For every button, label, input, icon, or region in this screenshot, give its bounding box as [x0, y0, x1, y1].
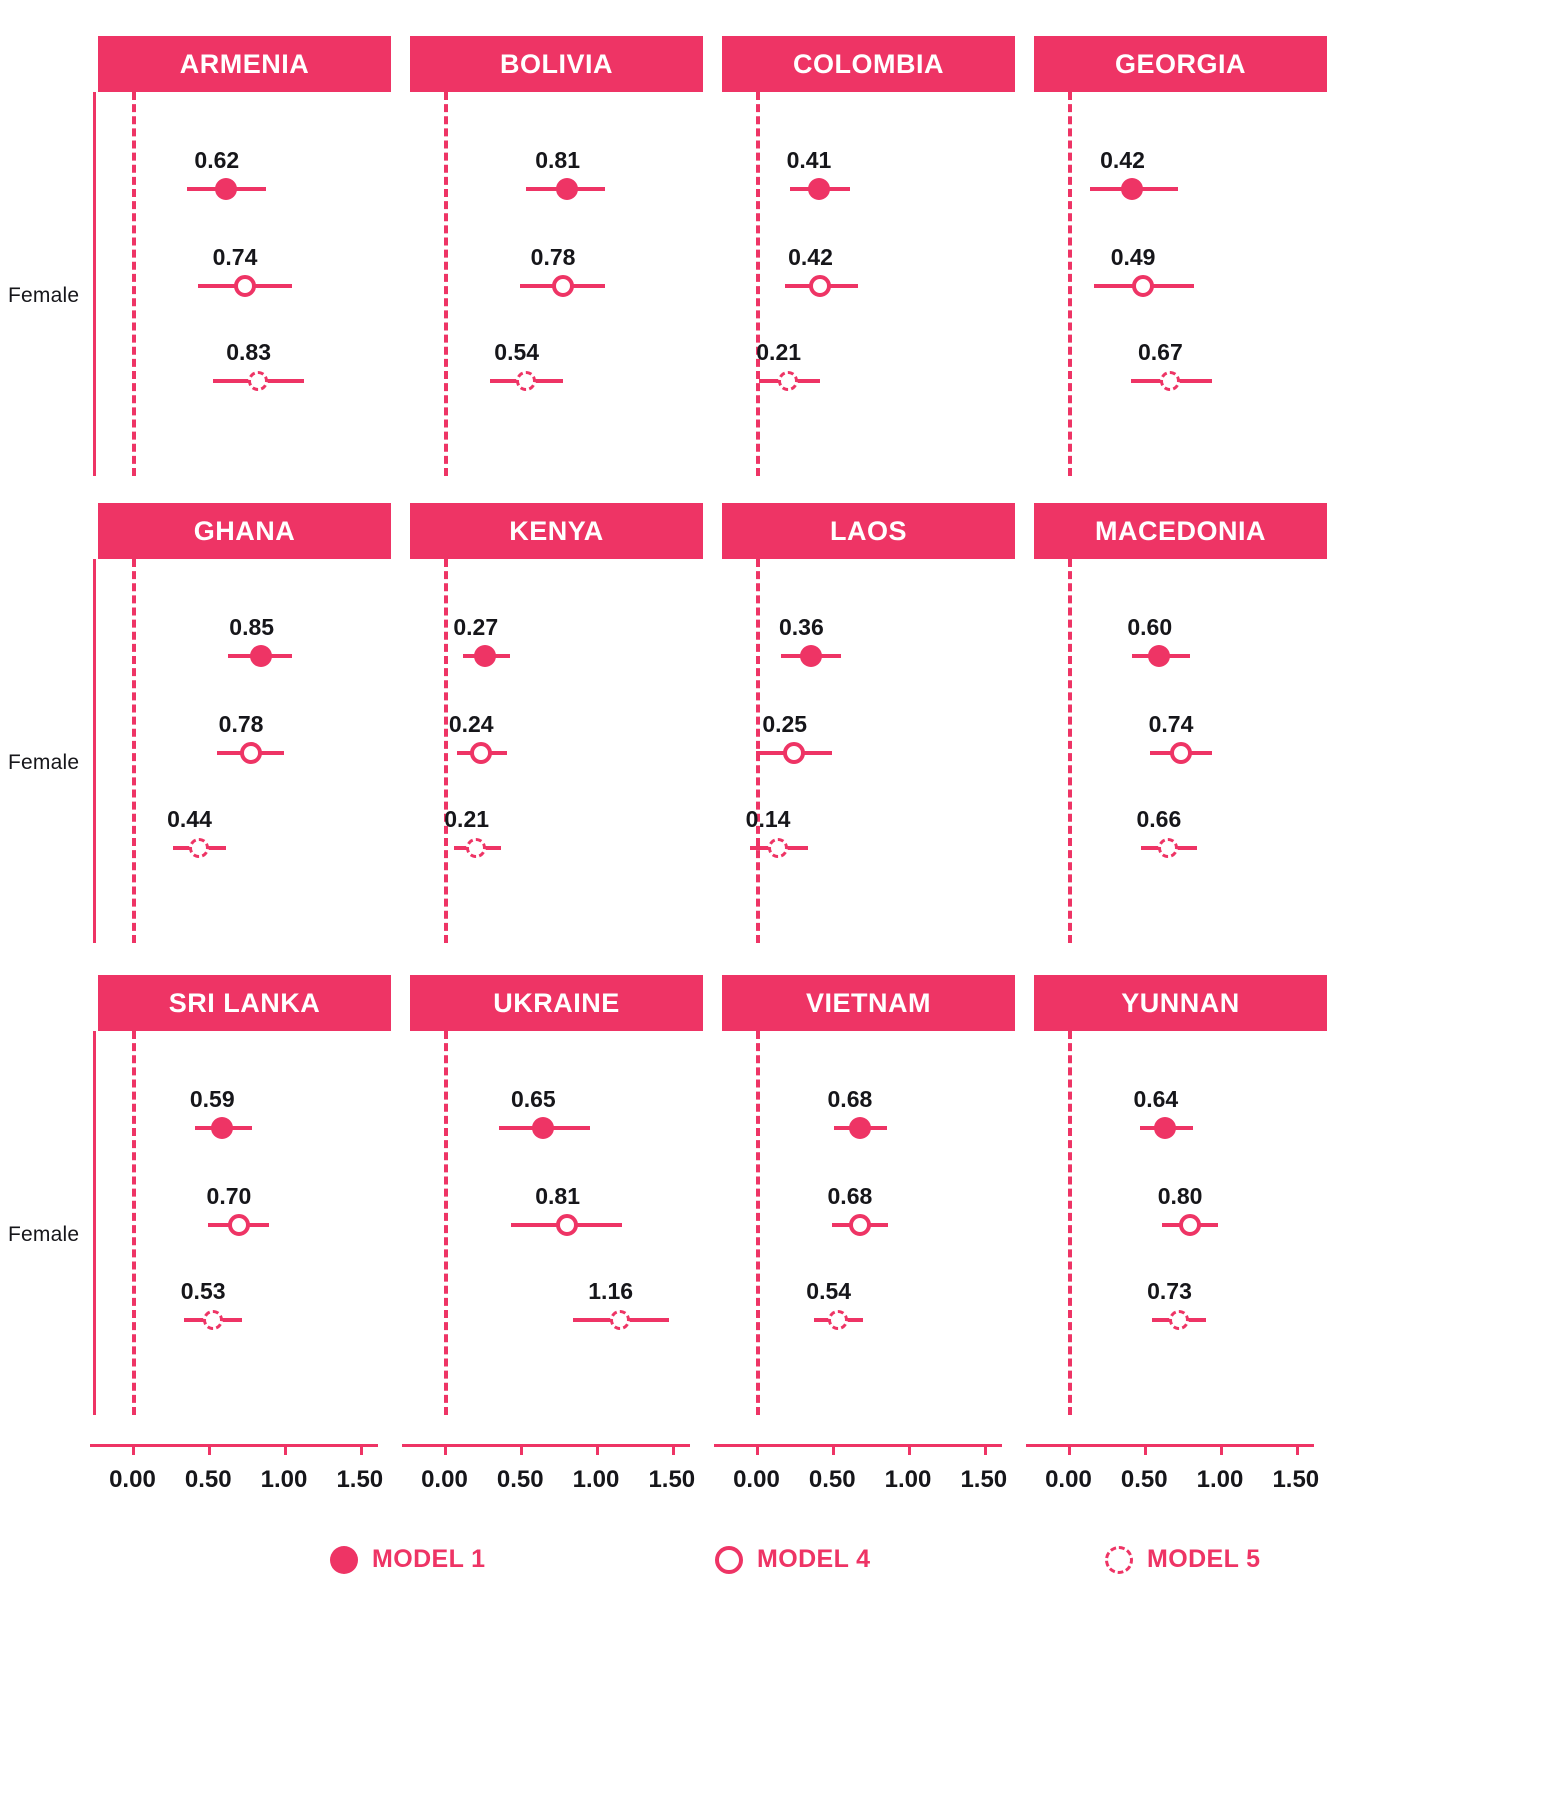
row-label-female: Female	[8, 751, 80, 774]
x-axis-tick	[132, 1444, 135, 1455]
marker-model-4	[228, 1214, 250, 1236]
x-axis-tick-label: 1.50	[960, 1466, 1008, 1493]
estimate-label: 0.53	[180, 1278, 226, 1304]
marker-model-5	[768, 838, 788, 858]
x-axis-tick-label: 0.00	[421, 1466, 468, 1493]
marker-model-4	[240, 742, 262, 764]
estimate-label: 0.42	[788, 244, 833, 270]
legend-item-model-4[interactable]	[715, 1545, 870, 1574]
estimate-label: 0.54	[806, 1278, 852, 1304]
row-label-female: Female	[8, 1223, 80, 1246]
marker-model-5	[1169, 1310, 1189, 1330]
estimate-label: 0.78	[218, 711, 264, 737]
x-axis-tick-label: 1.00	[1196, 1466, 1244, 1493]
estimate-label: 0.27	[453, 614, 499, 640]
marker-model-1	[556, 178, 578, 200]
estimate-label: 0.81	[535, 1183, 580, 1209]
estimate-label: 0.78	[530, 244, 576, 270]
panel-title: UKRAINE	[410, 975, 703, 1031]
estimate-label: 0.24	[448, 711, 494, 737]
x-axis-tick-label: 1.50	[336, 1466, 384, 1493]
panel-title: KENYA	[410, 503, 703, 559]
estimate-label: 0.14	[745, 806, 791, 832]
reference-line	[132, 559, 136, 943]
x-axis-tick	[1144, 1444, 1147, 1455]
marker-model-1	[849, 1117, 871, 1139]
estimate-label: 0.68	[827, 1086, 873, 1112]
reference-line	[444, 1031, 448, 1415]
marker-model-4	[470, 742, 492, 764]
marker-model-5	[203, 1310, 223, 1330]
x-axis-tick	[1220, 1444, 1223, 1455]
panel-title: MACEDONIA	[1034, 503, 1327, 559]
x-axis-tick-label: 0.50	[184, 1466, 232, 1493]
reference-line	[132, 1031, 136, 1415]
estimate-label: 0.62	[194, 147, 240, 173]
estimate-label: 0.80	[1157, 1183, 1203, 1209]
y-axis-spine	[93, 92, 96, 476]
x-axis-tick	[596, 1444, 599, 1455]
estimate-label: 1.16	[588, 1278, 634, 1304]
marker-model-5	[248, 371, 268, 391]
legend-label: MODEL 5	[1147, 1545, 1261, 1573]
x-axis-tick-label: 1.50	[1272, 1466, 1320, 1493]
x-axis-tick-label: 1.00	[884, 1466, 932, 1493]
panel-title: SRI LANKA	[98, 975, 391, 1031]
legend-item-model-1[interactable]	[330, 1545, 485, 1574]
panel-title: COLOMBIA	[722, 36, 1015, 92]
reference-line	[756, 1031, 760, 1415]
panel-title: GHANA	[98, 503, 391, 559]
y-axis-spine	[93, 1031, 96, 1415]
marker-model-5	[1158, 838, 1178, 858]
marker-model-5	[516, 371, 536, 391]
legend-marker-icon	[330, 1546, 358, 1574]
marker-model-1	[211, 1117, 233, 1139]
x-axis-tick-label: 0.50	[808, 1466, 856, 1493]
reference-line	[756, 92, 760, 476]
marker-model-4	[552, 275, 574, 297]
panel-title: YUNNAN	[1034, 975, 1327, 1031]
x-axis-tick	[756, 1444, 759, 1455]
marker-model-4	[809, 275, 831, 297]
legend-label: MODEL 1	[372, 1545, 486, 1573]
x-axis-tick-label: 1.50	[648, 1466, 696, 1493]
x-axis-tick-label: 0.00	[733, 1466, 780, 1493]
estimate-label: 0.66	[1136, 806, 1182, 832]
marker-model-1	[250, 645, 272, 667]
estimate-label: 0.49	[1110, 244, 1156, 270]
marker-model-1	[808, 178, 830, 200]
marker-model-5	[466, 838, 486, 858]
x-axis-tick	[520, 1444, 523, 1455]
reference-line	[444, 559, 448, 943]
x-axis-tick	[1068, 1444, 1071, 1455]
estimate-label: 0.70	[206, 1183, 252, 1209]
estimate-label: 0.73	[1147, 1278, 1192, 1304]
x-axis-tick	[1296, 1444, 1299, 1455]
estimate-label: 0.21	[756, 339, 802, 365]
panel-title: GEORGIA	[1034, 36, 1327, 92]
row-label-female: Female	[8, 284, 80, 307]
panel-title: VIETNAM	[722, 975, 1015, 1031]
marker-model-1	[1154, 1117, 1176, 1139]
reference-line	[1068, 1031, 1072, 1415]
marker-model-1	[1148, 645, 1170, 667]
x-axis-tick	[360, 1444, 363, 1455]
reference-line	[132, 92, 136, 476]
panel-title: ARMENIA	[98, 36, 391, 92]
estimate-label: 0.60	[1127, 614, 1173, 640]
reference-line	[444, 92, 448, 476]
x-axis-tick-label: 0.50	[1120, 1466, 1168, 1493]
panel-title: LAOS	[722, 503, 1015, 559]
marker-model-1	[1121, 178, 1143, 200]
estimate-label: 0.68	[827, 1183, 873, 1209]
estimate-label: 0.25	[762, 711, 808, 737]
marker-model-1	[215, 178, 237, 200]
estimate-label: 0.81	[535, 147, 580, 173]
estimate-label: 0.67	[1138, 339, 1183, 365]
legend-marker-icon	[1105, 1546, 1133, 1574]
estimate-label: 0.54	[494, 339, 540, 365]
marker-model-4	[1132, 275, 1154, 297]
x-axis-tick	[984, 1444, 987, 1455]
marker-model-4	[1170, 742, 1192, 764]
estimate-label: 0.36	[779, 614, 824, 640]
estimate-label: 0.59	[189, 1086, 235, 1112]
estimate-label: 0.21	[444, 806, 490, 832]
x-axis-tick	[672, 1444, 675, 1455]
marker-model-1	[474, 645, 496, 667]
estimate-label: 0.41	[786, 147, 832, 173]
estimate-label: 0.85	[229, 614, 275, 640]
legend-label: MODEL 4	[757, 1545, 871, 1573]
estimate-label: 0.42	[1100, 147, 1145, 173]
estimate-label: 0.74	[1148, 711, 1194, 737]
y-axis-spine	[93, 559, 96, 943]
marker-model-5	[189, 838, 209, 858]
x-axis-tick-label: 0.00	[109, 1466, 156, 1493]
marker-model-5	[778, 371, 798, 391]
x-axis-tick	[908, 1444, 911, 1455]
estimate-label: 0.65	[510, 1086, 556, 1112]
x-axis-tick	[832, 1444, 835, 1455]
reference-line	[1068, 559, 1072, 943]
marker-model-1	[532, 1117, 554, 1139]
estimate-label: 0.83	[226, 339, 272, 365]
x-axis-tick-label: 0.50	[496, 1466, 544, 1493]
legend-item-model-5[interactable]	[1105, 1545, 1260, 1574]
marker-model-5	[828, 1310, 848, 1330]
x-axis-tick-label: 1.00	[572, 1466, 620, 1493]
x-axis-tick-label: 0.00	[1045, 1466, 1092, 1493]
panel-title: BOLIVIA	[410, 36, 703, 92]
x-axis-tick	[208, 1444, 211, 1455]
marker-model-4	[1179, 1214, 1201, 1236]
estimate-label: 0.64	[1133, 1086, 1179, 1112]
marker-model-4	[234, 275, 256, 297]
estimate-label: 0.74	[212, 244, 258, 270]
marker-model-1	[800, 645, 822, 667]
x-axis-tick-label: 1.00	[260, 1466, 308, 1493]
marker-model-4	[849, 1214, 871, 1236]
marker-model-4	[556, 1214, 578, 1236]
marker-model-5	[610, 1310, 630, 1330]
legend-marker-icon	[715, 1546, 743, 1574]
marker-model-4	[783, 742, 805, 764]
x-axis-tick	[444, 1444, 447, 1455]
marker-model-5	[1160, 371, 1180, 391]
reference-line	[1068, 92, 1072, 476]
x-axis-tick	[284, 1444, 287, 1455]
estimate-label: 0.44	[167, 806, 212, 832]
